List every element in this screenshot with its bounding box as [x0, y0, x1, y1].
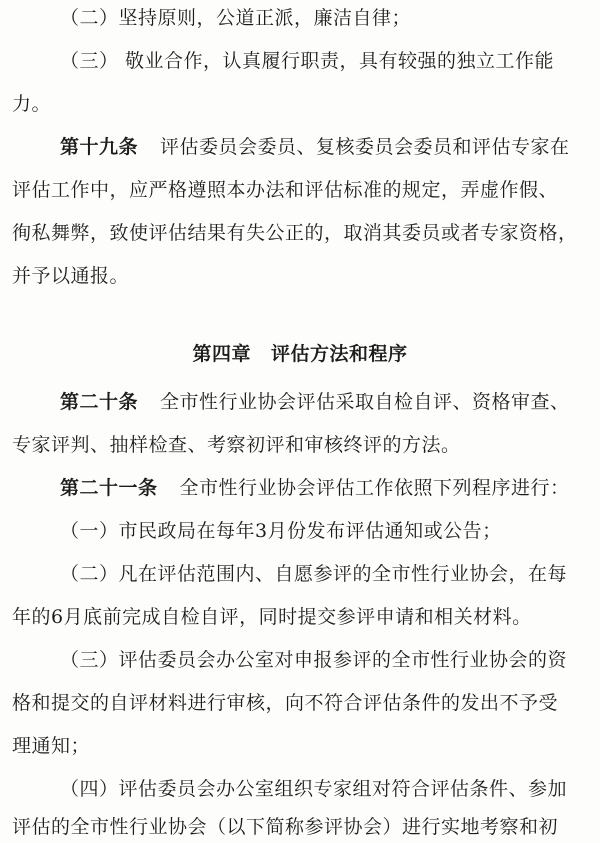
- chapter-heading: [0, 342, 600, 366]
- text-line: （一）市民政局在每年3月份发布评估通知或公告；: [60, 520, 502, 542]
- text-line: （四）评估委员会办公室组织专家组对符合评估条件、参加: [60, 778, 568, 800]
- text-line: 格和提交的自评材料进行审核，向不符合评估条件的发出不予受: [12, 692, 559, 714]
- text-line: （二）坚持原则，公道正派，廉洁自律；: [60, 7, 412, 29]
- text-line: 全市性行业协会评估工作依照下列程序进行：: [179, 477, 570, 499]
- text-line: 评估的全市性行业协会（以下简称参评协会）进行实地考察和初: [12, 816, 559, 838]
- text-line: （三）评估委员会办公室对申报参评的全市性行业协会的资: [60, 649, 568, 671]
- article-20-line: [60, 390, 570, 414]
- article-heading: 第二十条: [60, 391, 139, 413]
- article-19-line: [60, 135, 570, 159]
- chapter-title: 评估方法和程序: [271, 343, 408, 365]
- text-line: （三） 敬业合作，认真履行职责，具有较强的独立工作能: [60, 50, 555, 72]
- chapter-number: 第四章: [192, 343, 251, 365]
- article-heading: 第十九条: [60, 136, 139, 158]
- text-line: （二）凡在评估范围内、自愿参评的全市性行业协会，在每: [60, 563, 568, 585]
- text-line: 评估工作中，应严格遵照本办法和评估标准的规定，弄虚作假、: [12, 179, 559, 201]
- text-line: 年的6月底前完成自检自评，同时提交参评申请和相关材料。: [12, 606, 532, 628]
- text-line: 力。: [12, 93, 52, 115]
- text-line: 并予以通报。: [12, 265, 130, 287]
- article-21-line: [60, 476, 570, 500]
- text-line: 评估委员会委员、复核委员会委员和评估专家在: [160, 136, 570, 158]
- text-line: 专家评判、抽样检查、考察初评和审核终评的方法。: [12, 434, 461, 456]
- text-line: 理通知；: [12, 735, 91, 757]
- text-line: 徇私舞弊，致使评估结果有失公正的，取消其委员或者专家资格，: [12, 222, 578, 244]
- article-heading: 第二十一条: [60, 477, 158, 499]
- text-line: 全市性行业协会评估采取自检自评、资格审查、: [160, 391, 570, 413]
